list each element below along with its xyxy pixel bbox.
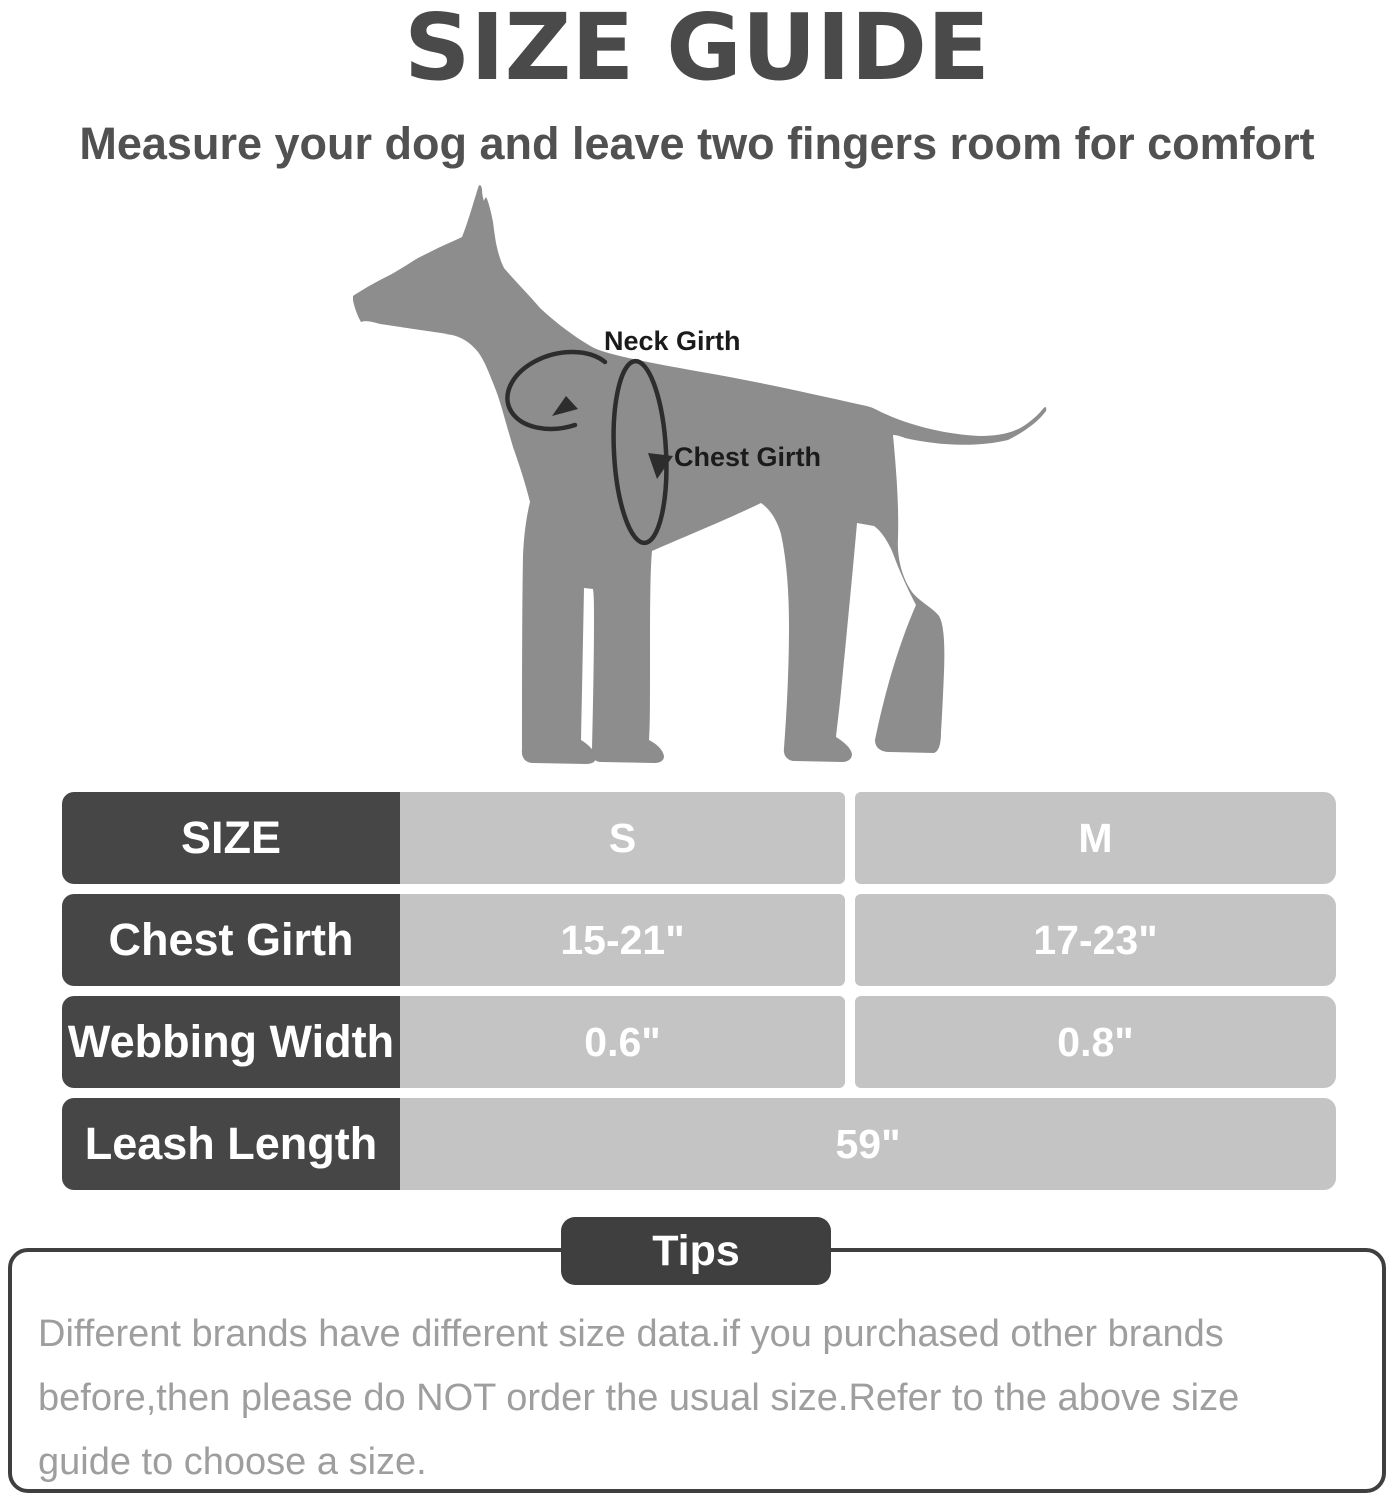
tips-badge: Tips — [561, 1217, 831, 1285]
row-label-webbing-width: Webbing Width — [62, 996, 400, 1088]
tips-text-line: guide to choose a size. — [38, 1441, 427, 1483]
row-label-leash-length: Leash Length — [62, 1098, 400, 1190]
row-label-chest-girth: Chest Girth — [62, 894, 400, 986]
table-row-chest-girth — [62, 894, 1336, 986]
chest-girth-value-m: 17-23" — [855, 894, 1336, 986]
dog-silhouette — [353, 185, 1046, 764]
size-table — [62, 792, 1336, 1200]
table-header-row — [62, 792, 1336, 884]
webbing-width-value-m: 0.8" — [855, 996, 1336, 1088]
leash-length-value: 59" — [400, 1098, 1336, 1190]
column-header-size-m: M — [855, 792, 1336, 884]
webbing-width-value-s: 0.6" — [400, 996, 845, 1088]
tips-text-line: Different brands have different size data.if you purchased other brands — [38, 1313, 1224, 1355]
chest-girth-label: Chest Girth — [674, 442, 822, 472]
table-row-leash-length — [62, 1098, 1336, 1190]
neck-girth-label: Neck Girth — [604, 326, 741, 356]
table-row-webbing-width — [62, 996, 1336, 1088]
page-title: SIZE GUIDE — [404, 0, 990, 101]
column-header-size-s: S — [400, 792, 845, 884]
tips-text-line: before,then please do NOT order the usual size.Refer to the above size — [38, 1377, 1240, 1419]
chest-girth-value-s: 15-21" — [400, 894, 845, 986]
dog-measurement-diagram — [340, 175, 1060, 775]
column-header-size: SIZE — [62, 792, 400, 884]
page-subtitle: Measure your dog and leave two fingers room for comfort — [79, 118, 1315, 169]
